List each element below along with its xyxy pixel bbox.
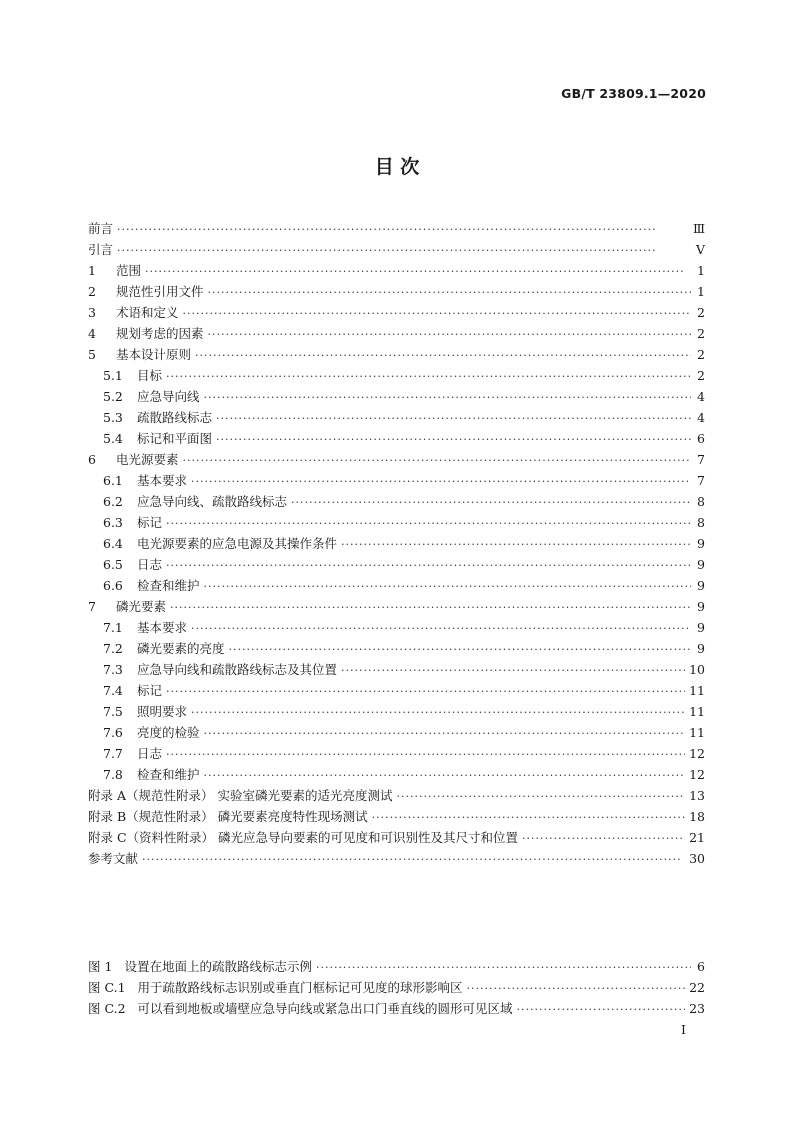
figure-title: 设置在地面上的疏散路线标志示例: [124, 959, 312, 974]
toc-entry-number: 7.5: [103, 704, 123, 719]
dot-leader: [166, 370, 691, 383]
page-number: 9: [697, 641, 705, 656]
toc-entry-number: 7.3: [103, 662, 123, 677]
page-number: 8: [697, 515, 705, 530]
toc-entry-number: 2: [88, 284, 96, 299]
dot-leader: [341, 538, 691, 551]
toc-entry[interactable]: [88, 555, 705, 576]
dot-leader: [229, 643, 691, 656]
toc-entry-number: 6.4: [103, 536, 123, 551]
toc-entry[interactable]: [88, 219, 705, 240]
page-number: 4: [697, 389, 705, 404]
page-number: 11: [689, 683, 705, 698]
toc-entry-title: 附录 A（规范性附录） 实验室磷光要素的适光亮度测试: [88, 788, 393, 803]
figure-number: 图 1: [88, 959, 113, 974]
toc-entry-number: 6.6: [103, 578, 123, 593]
toc-entry-title: 照明要求: [137, 704, 188, 719]
dot-leader: [341, 664, 685, 677]
toc-entry-number: 6.3: [103, 515, 123, 530]
page-number: 4: [697, 410, 705, 425]
dot-leader: [142, 853, 685, 866]
toc-entry-title: 参考文献: [88, 851, 139, 866]
dot-leader: [316, 961, 691, 974]
toc-entry-number: 5.4: [103, 431, 123, 446]
page-number: 13: [689, 788, 705, 803]
figure-number: 图 C.1: [88, 980, 126, 995]
dot-leader: [166, 559, 691, 572]
toc-entry-number: 5: [88, 347, 96, 362]
page-number: 7: [697, 473, 705, 488]
toc-entry-number: 4: [88, 326, 96, 341]
toc-entry-title: 应急导向线、疏散路线标志: [137, 494, 288, 509]
toc-entry-title: 附录 C（资料性附录） 磷光应急导向要素的可见度和可识别性及其尺寸和位置: [88, 830, 519, 845]
toc-entry-title: 标记: [137, 515, 163, 530]
figure-list: [88, 957, 705, 1020]
toc-entry-title: 疏散路线标志: [137, 410, 213, 425]
toc-entry-number: 6.5: [103, 557, 123, 572]
dot-leader: [183, 307, 691, 320]
toc-entry-title: 检查和维护: [137, 767, 200, 782]
toc-entry[interactable]: [88, 807, 705, 828]
dot-leader: [195, 349, 691, 362]
toc-entry-number: 7.6: [103, 725, 123, 740]
page-number: 21: [689, 830, 705, 845]
page-number: 18: [689, 809, 705, 824]
page-number: 1: [697, 284, 705, 299]
toc-entry-title: 磷光要素: [116, 599, 167, 614]
toc-entry-number: 7.7: [103, 746, 123, 761]
toc-entry-title: 规范性引用文件: [116, 284, 204, 299]
page-folio: Ⅰ: [681, 1022, 686, 1037]
page-number: 30: [689, 851, 705, 866]
page-number: 22: [689, 980, 705, 995]
figure-entry[interactable]: [88, 978, 705, 999]
toc-entry[interactable]: [88, 639, 705, 660]
dot-leader: [117, 223, 689, 236]
toc-entry[interactable]: [88, 450, 705, 471]
toc-entry[interactable]: [88, 786, 705, 807]
dot-leader: [166, 748, 685, 761]
toc-entry-title: 附录 B（规范性附录） 磷光要素亮度特性现场测试: [88, 809, 368, 824]
page-number: 2: [697, 347, 705, 362]
figure-entry[interactable]: [88, 957, 705, 978]
dot-leader: [170, 601, 691, 614]
page-number: 2: [697, 305, 705, 320]
toc-entry[interactable]: [88, 849, 705, 870]
dot-leader: [467, 982, 686, 995]
page-number: 1: [697, 263, 705, 278]
figure-title: 可以看到地板或墙壁应急导向线或紧急出口门垂直线的圆形可见区域: [137, 1001, 513, 1016]
toc-entry[interactable]: [88, 408, 705, 429]
dot-leader: [517, 1003, 686, 1016]
dot-leader: [166, 517, 691, 530]
toc-entry-title: 应急导向线和疏散路线标志及其位置: [137, 662, 338, 677]
toc-entry-title: 日志: [137, 557, 163, 572]
toc-entry-number: 5.1: [103, 368, 123, 383]
toc-entry[interactable]: [88, 765, 705, 786]
toc-entry-number: 7.4: [103, 683, 123, 698]
toc-entry[interactable]: [88, 387, 705, 408]
dot-leader: [117, 244, 691, 257]
toc-entry[interactable]: [88, 240, 705, 261]
toc-entry-title: 基本要求: [137, 620, 188, 635]
dot-leader: [216, 433, 691, 446]
page-number: 2: [697, 326, 705, 341]
toc-entry[interactable]: [88, 429, 705, 450]
toc-entry-title: 标记: [137, 683, 163, 698]
dot-leader: [166, 685, 685, 698]
toc-entry-number: 7.2: [103, 641, 123, 656]
standard-code: GB/T 23809.1—2020: [561, 86, 706, 101]
page-number: 2: [697, 368, 705, 383]
toc-entry-number: 7: [88, 599, 96, 614]
dot-leader: [191, 475, 691, 488]
dot-leader: [208, 286, 691, 299]
page-number: 6: [697, 431, 705, 446]
toc-entry[interactable]: [88, 576, 705, 597]
page-number: 12: [689, 767, 705, 782]
page-number: 9: [697, 578, 705, 593]
page-number: 10: [689, 662, 705, 677]
toc-entry[interactable]: [88, 702, 705, 723]
toc-entry[interactable]: [88, 366, 705, 387]
toc-entry-title: 磷光要素的亮度: [137, 641, 225, 656]
toc-entry[interactable]: [88, 534, 705, 555]
figure-title: 用于疏散路线标志识别或垂直门框标记可见度的球形影响区: [137, 980, 463, 995]
dot-leader: [204, 391, 691, 404]
page-number: 23: [689, 1001, 705, 1016]
toc-entry-title: 前言: [88, 221, 114, 236]
dot-leader: [522, 832, 685, 845]
toc-entry-title: 标记和平面图: [137, 431, 213, 446]
page-number: 8: [697, 494, 705, 509]
toc-entry-number: 5.2: [103, 389, 123, 404]
toc-entry[interactable]: [88, 303, 705, 324]
toc-entry-title: 日志: [137, 746, 163, 761]
toc-entry-number: 3: [88, 305, 96, 320]
toc-entry[interactable]: [88, 597, 705, 618]
page-number: 12: [689, 746, 705, 761]
toc-entry-title: 应急导向线: [137, 389, 200, 404]
toc-entry-number: 7.8: [103, 767, 123, 782]
page-number: 11: [689, 725, 705, 740]
toc-entry-title: 范围: [116, 263, 142, 278]
toc-entry-title: 规划考虑的因素: [116, 326, 204, 341]
toc-entry[interactable]: [88, 324, 705, 345]
toc-entry-title: 基本要求: [137, 473, 188, 488]
toc-entry[interactable]: [88, 723, 705, 744]
dot-leader: [204, 769, 686, 782]
page-number: Ⅲ: [692, 221, 705, 236]
toc-entry-number: 1: [88, 263, 96, 278]
toc-entry[interactable]: [88, 282, 705, 303]
dot-leader: [208, 328, 691, 341]
page-number: 9: [697, 599, 705, 614]
toc-entry-title: 检查和维护: [137, 578, 200, 593]
toc-entry-number: 5.3: [103, 410, 123, 425]
toc-entry-title: 引言: [88, 242, 114, 257]
toc-entry-title: 电光源要素的应急电源及其操作条件: [137, 536, 338, 551]
toc-entry[interactable]: [88, 471, 705, 492]
page-number: 6: [697, 959, 705, 974]
toc-entry[interactable]: [88, 744, 705, 765]
page-title: 目 次: [374, 156, 420, 178]
toc-entry-title: 电光源要素: [116, 452, 179, 467]
dot-leader: [183, 454, 691, 467]
toc-entry-title: 目标: [137, 368, 163, 383]
toc-entry-number: 6.1: [103, 473, 123, 488]
toc-entry[interactable]: [88, 828, 705, 849]
page-number: 9: [697, 620, 705, 635]
toc-entry-number: 6: [88, 452, 96, 467]
dot-leader: [204, 727, 686, 740]
toc-entry[interactable]: [88, 261, 705, 282]
toc-entry-title: 基本设计原则: [116, 347, 192, 362]
figure-entry[interactable]: [88, 999, 705, 1020]
dot-leader: [216, 412, 691, 425]
page-number: Ⅴ: [695, 242, 705, 257]
toc-entry[interactable]: [88, 492, 705, 513]
dot-leader: [204, 580, 691, 593]
dot-leader: [372, 811, 685, 824]
page-number: 11: [689, 704, 705, 719]
toc-entry[interactable]: [88, 660, 705, 681]
dot-leader: [191, 622, 691, 635]
toc-entry-number: 7.1: [103, 620, 123, 635]
figure-number: 图 C.2: [88, 1001, 126, 1016]
page-number: 7: [697, 452, 705, 467]
dot-leader: [396, 790, 685, 803]
toc-entry-title: 术语和定义: [116, 305, 179, 320]
toc-entry[interactable]: [88, 618, 705, 639]
page-number: 9: [697, 536, 705, 551]
dot-leader: [145, 265, 691, 278]
toc-entry[interactable]: [88, 345, 705, 366]
page-number: 9: [697, 557, 705, 572]
dot-leader: [291, 496, 691, 509]
dot-leader: [191, 706, 685, 719]
toc-entry[interactable]: [88, 513, 705, 534]
toc-entry[interactable]: [88, 681, 705, 702]
toc-entry-title: 亮度的检验: [137, 725, 200, 740]
table-of-contents: [88, 219, 705, 870]
toc-entry-number: 6.2: [103, 494, 123, 509]
